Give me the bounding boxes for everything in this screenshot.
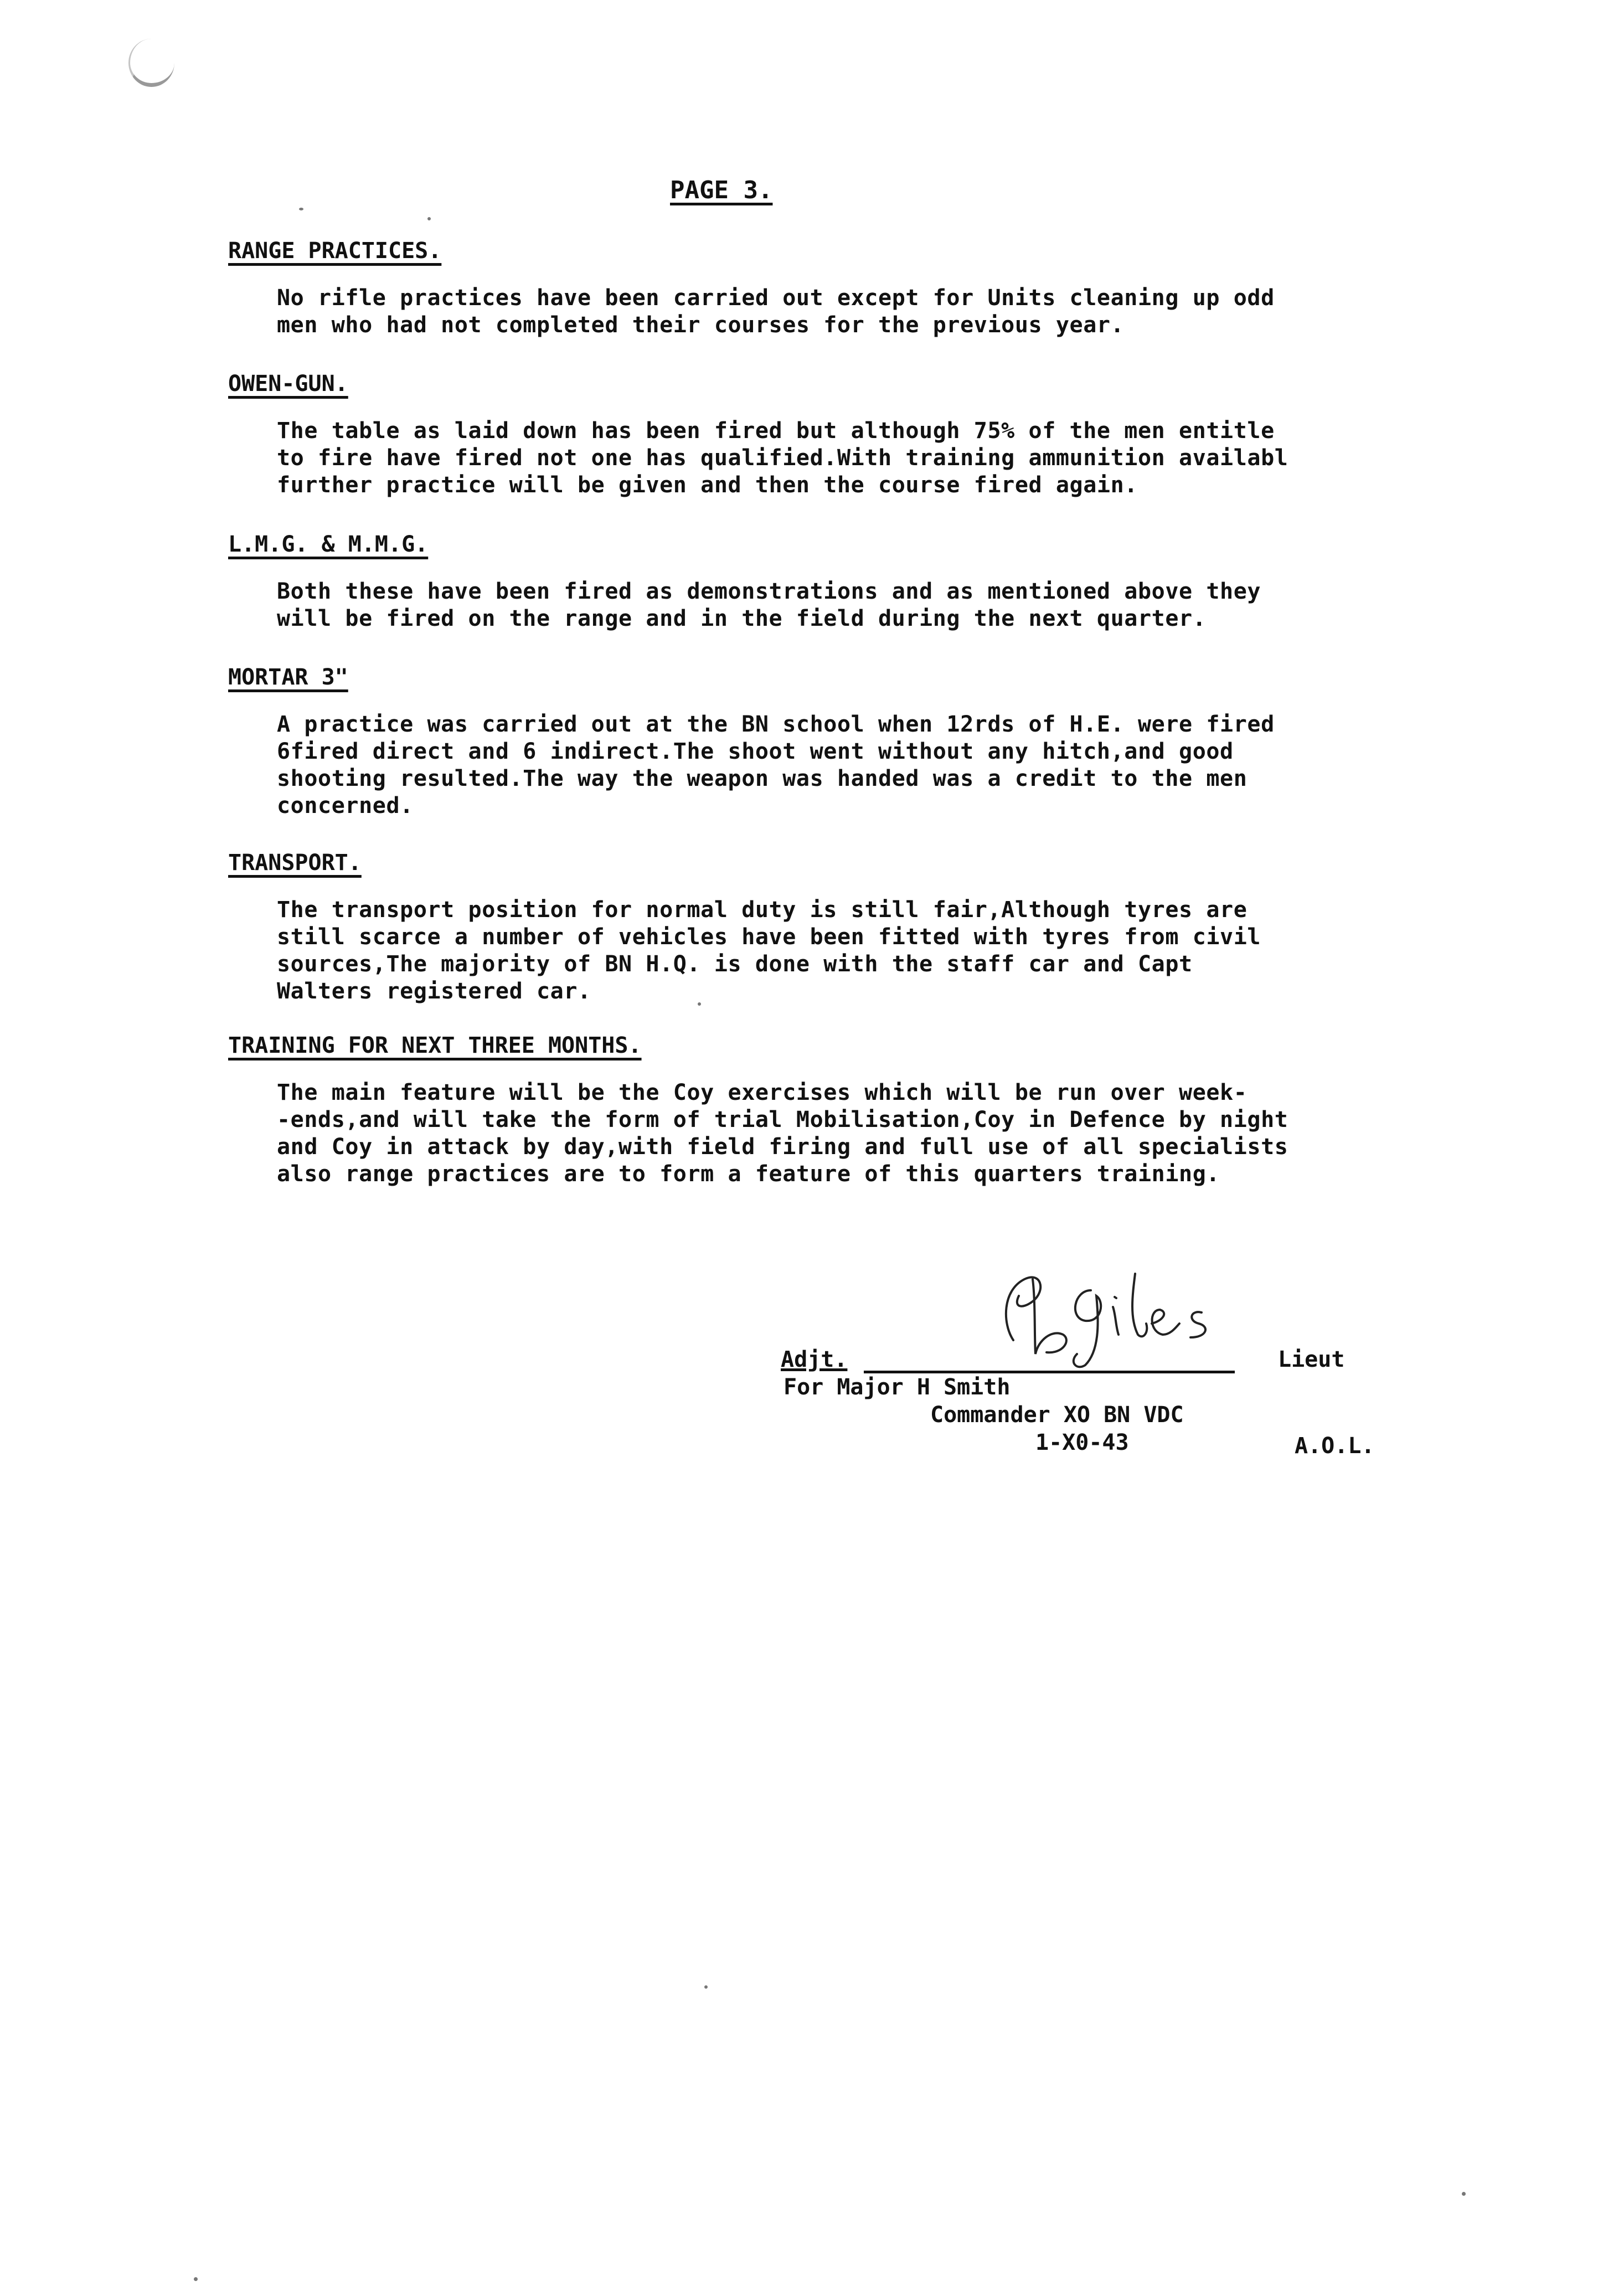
- body-line: also range practices are to form a feature of this quarters training.: [277, 1161, 1220, 1187]
- body-line: concerned.: [277, 793, 414, 818]
- body-line: shooting resulted.The way the weapon was handed was a credit to the men: [277, 766, 1248, 791]
- signature-line: [864, 1371, 1235, 1373]
- section-heading: RANGE PRACTICES.: [228, 238, 442, 264]
- body-line: sources,The majority of BN H.Q. is done with the staff car and Capt: [277, 951, 1193, 977]
- section-heading: L.M.G. & M.M.G.: [228, 532, 429, 557]
- body-line: No rifle practices have been carried out except for Units cleaning up odd: [277, 285, 1275, 311]
- section-owen-gun: [228, 371, 1480, 499]
- handwritten-signature: [980, 1257, 1224, 1373]
- body-line: The main feature will be the Coy exercises which will be run over week-: [277, 1080, 1248, 1105]
- typist-initials: A.O.L.: [1295, 1433, 1375, 1459]
- section-heading: MORTAR 3": [228, 665, 348, 690]
- scan-speck: [704, 1985, 708, 1989]
- document-date: 1-X0-43: [1035, 1430, 1129, 1455]
- scan-speck: [698, 1002, 701, 1006]
- body-line: The transport position for normal duty is still fair,Although tyres are: [277, 897, 1248, 923]
- scan-speck: [194, 2277, 198, 2281]
- scan-speck: [1462, 2192, 1466, 2196]
- section-heading: TRAINING FOR NEXT THREE MONTHS.: [228, 1033, 642, 1058]
- commander-line: Commander XO BN VDC: [930, 1402, 1184, 1428]
- body-line: still scarce a number of vehicles have been fitted with tyres from civil: [277, 924, 1261, 950]
- section-range-practices: [228, 238, 1480, 339]
- section-transport: [228, 850, 1480, 1005]
- section-heading: TRANSPORT.: [228, 850, 362, 876]
- rank-label: Lieut: [1278, 1347, 1345, 1372]
- scan-speck: [299, 208, 303, 210]
- body-line: Walters registered car.: [277, 979, 591, 1004]
- body-line: Both these have been fired as demonstrations and as mentioned above they: [277, 579, 1261, 604]
- scan-speck: [427, 217, 431, 220]
- body-line: -ends,and will take the form of trial Mobilisation,Coy in Defence by night: [277, 1107, 1288, 1132]
- body-line: to fire have fired not one has qualified.With training ammunition availabl: [277, 445, 1288, 471]
- section-mortar: [228, 665, 1480, 820]
- body-line: A practice was carried out at the BN school when 12rds of H.E. were fired: [277, 712, 1275, 737]
- body-line: The table as laid down has been fired but although 75% of the men entitle: [277, 418, 1275, 444]
- body-line: 6fired direct and 6 indirect.The shoot went without any hitch,and good: [277, 739, 1234, 764]
- for-major-line: For Major H Smith: [784, 1374, 1011, 1400]
- section-lmg-mmg: [228, 532, 1480, 632]
- signature-block: [781, 1257, 1401, 1490]
- body-line: men who had not completed their courses for the previous year.: [277, 312, 1125, 338]
- body-line: and Coy in attack by day,with field firing and full use of all specialists: [277, 1134, 1288, 1160]
- adjutant-label: Adjt.: [781, 1347, 848, 1372]
- page-number: PAGE 3.: [670, 176, 773, 204]
- punch-hole-mark: [128, 39, 174, 87]
- body-line: will be fired on the range and in the field during the next quarter.: [277, 606, 1207, 631]
- body-line: further practice will be given and then the course fired again.: [277, 472, 1138, 498]
- section-heading: OWEN-GUN.: [228, 371, 348, 397]
- section-training: [228, 1033, 1480, 1188]
